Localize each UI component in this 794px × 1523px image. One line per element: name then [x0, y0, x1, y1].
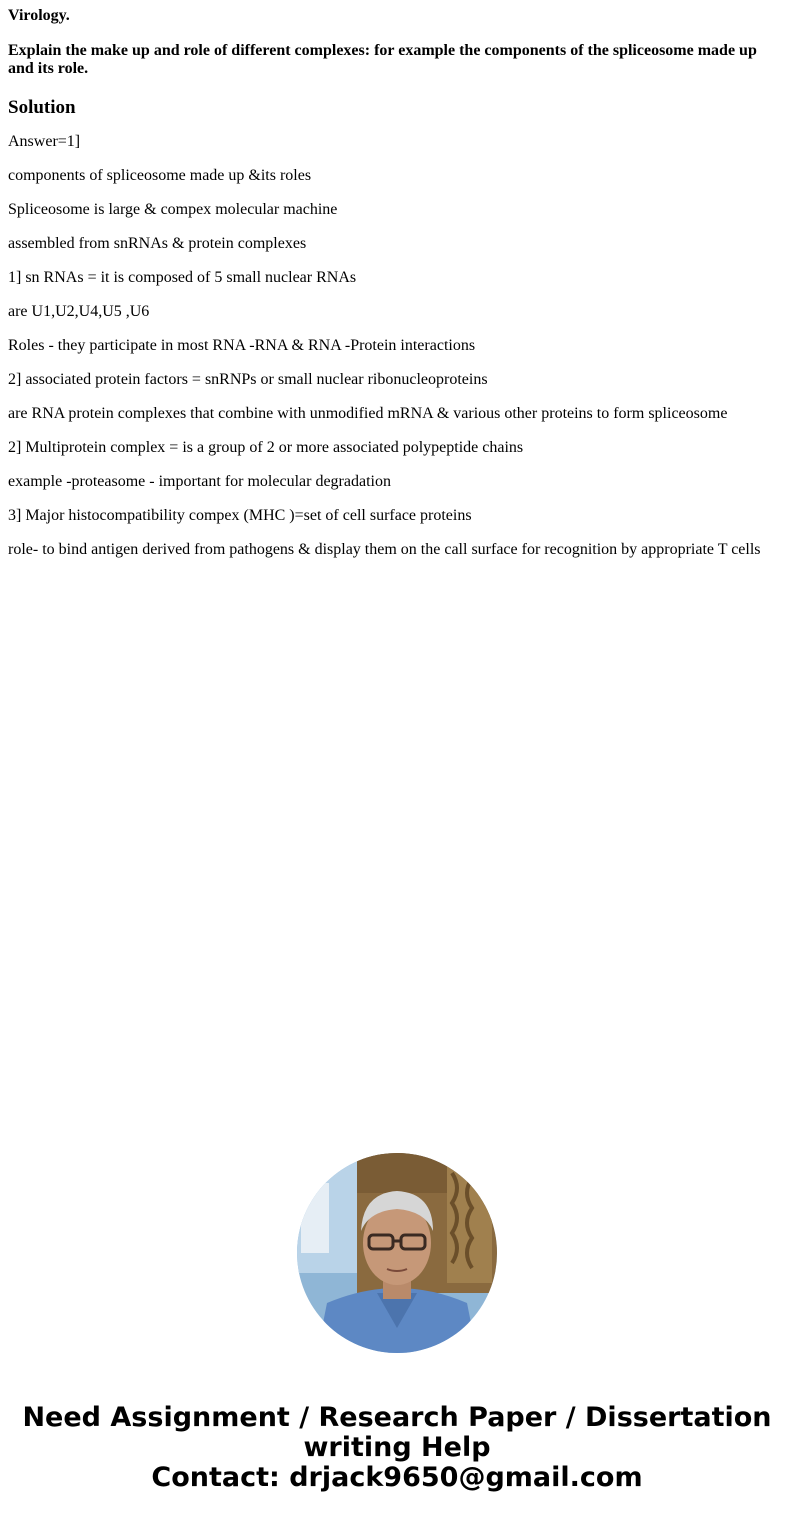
- answer-lines: [8, 133, 778, 559]
- answer-line: Answer=1]: [8, 133, 81, 150]
- answer-line: Roles - they participate in most RNA -RNA & RNA -Protein interactions: [8, 337, 476, 354]
- promo-line: writing Help: [303, 1432, 491, 1463]
- answer-line: role- to bind antigen derived from pathogens & display them on the call surface for recognition by appropriate T cells: [8, 541, 761, 558]
- answer-line: assembled from snRNAs & protein complexes: [8, 235, 307, 252]
- answer-line: 3] Major histocompatibility compex (MHC )=set of cell surface proteins: [8, 507, 472, 524]
- answer-line: Spliceosome is large & compex molecular machine: [8, 201, 338, 218]
- answer-line: are U1,U2,U4,U5 ,U6: [8, 303, 150, 320]
- answer-line: 2] associated protein factors = snRNPs or small nuclear ribonucleoproteins: [8, 371, 488, 388]
- question-text: Explain the make up and role of different complexes: for example the components of the spliceosome made up and its role.: [8, 42, 757, 77]
- answer-line: 2] Multiprotein complex = is a group of 2 or more associated polypeptide chains: [8, 439, 524, 456]
- author-avatar: [297, 1153, 497, 1353]
- answer-line: components of spliceosome made up &its roles: [8, 167, 312, 184]
- promo-banner: [0, 1403, 794, 1493]
- subject-title: Virology.: [8, 7, 70, 24]
- answer-line: example -proteasome - important for molecular degradation: [8, 473, 391, 490]
- solution-heading: Solution: [8, 97, 76, 118]
- promo-line: Need Assignment / Research Paper / Dissertation: [22, 1402, 772, 1433]
- document-body: [8, 0, 778, 575]
- answer-line: are RNA protein complexes that combine with unmodified mRNA & various other proteins to form spliceosome: [8, 405, 728, 422]
- answer-line: 1] sn RNAs = it is composed of 5 small nuclear RNAs: [8, 269, 357, 286]
- contact-email: Contact: drjack9650@gmail.com: [151, 1462, 643, 1493]
